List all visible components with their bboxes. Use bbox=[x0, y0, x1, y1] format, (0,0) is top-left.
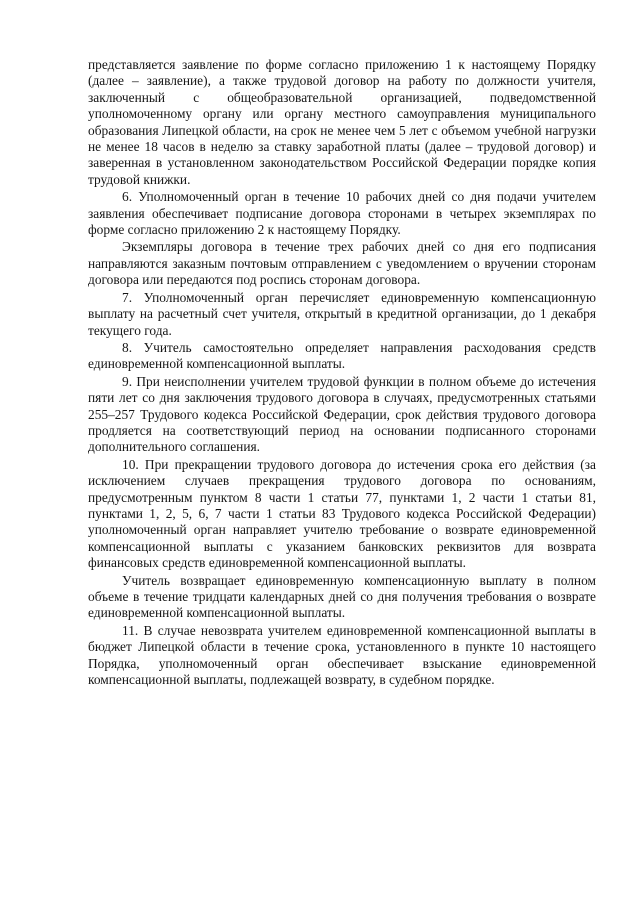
paragraph-clause-9: 9. При неисполнении учителем трудовой функции в полном объеме до истечения пяти лет со дня заключения трудового договора в случаях, предусмотренных статьями 255–257 Трудового кодекса Российской Федерации, срок действия трудового договора продляется на соответствующий период на основании подписанного сторонами дополнительного соглашения. bbox=[88, 373, 596, 455]
paragraph-clause-8: 8. Учитель самостоятельно определяет направления расходования средств единовременной компенсационной выплаты. bbox=[88, 339, 596, 372]
paragraph-application-documents: представляется заявление по форме согласно приложению 1 к настоящему Порядку (далее – заявление), а также трудовой договор на работу по должности учителя, заключенный с общеобразовательной организацией, подведомственной уполномоченному органу или органу местного самоуправления муниципального образования Липецкой области, на срок не менее чем 5 лет с объемом учебной нагрузки не менее 18 часов в неделю за ставку заработной платы (далее – трудовой договор) и заверенная в установленном законодательством Российской Федерации порядке копия трудовой книжки. bbox=[88, 57, 596, 187]
paragraph-clause-6: 6. Уполномоченный орган в течение 10 рабочих дней со дня подачи учителем заявления обеспечивает подписание договора сторонами в четырех экземплярах по форме согласно приложению 2 к настоящему Порядку. bbox=[88, 189, 596, 238]
paragraph-refund-obligation: Учитель возвращает единовременную компенсационную выплату в полном объеме в течение тридцати календарных дней со дня получения требования о возврате единовременной компенсационной выплаты. bbox=[88, 572, 596, 621]
document-page bbox=[88, 57, 596, 689]
paragraph-contract-copies: Экземпляры договора в течение трех рабочих дней со дня его подписания направляются заказным почтовым отправлением с уведомлением о вручении сторонам договора или передаются под роспись сторонам договора. bbox=[88, 239, 596, 288]
paragraph-clause-7: 7. Уполномоченный орган перечисляет единовременную компенсационную выплату на расчетный счет учителя, открытый в кредитной организации, до 1 декабря текущего года. bbox=[88, 289, 596, 338]
paragraph-clause-10: 10. При прекращении трудового договора до истечения срока его действия (за исключением случаев прекращения трудового договора по основаниям, предусмотренным пунктом 8 части 1 статьи 77, пунктами 1, 2 части 1 статьи 81, пунктами 1, 2, 5, 6, 7 части 1 статьи 83 Трудового кодекса Российской Федерации) уполномоченный орган направляет учителю требование о возврате единовременной компенсационной выплаты с указанием банковских реквизитов для возврата финансовых средств единовременной компенсационной выплаты. bbox=[88, 456, 596, 571]
paragraph-clause-11: 11. В случае невозврата учителем единовременной компенсационной выплаты в бюджет Липецкой области в течение срока, установленного в пункте 10 настоящего Порядка, уполномоченный орган обеспечивает взыскание единовременной компенсационной выплаты, подлежащей возврату, в судебном порядке. bbox=[88, 622, 596, 688]
